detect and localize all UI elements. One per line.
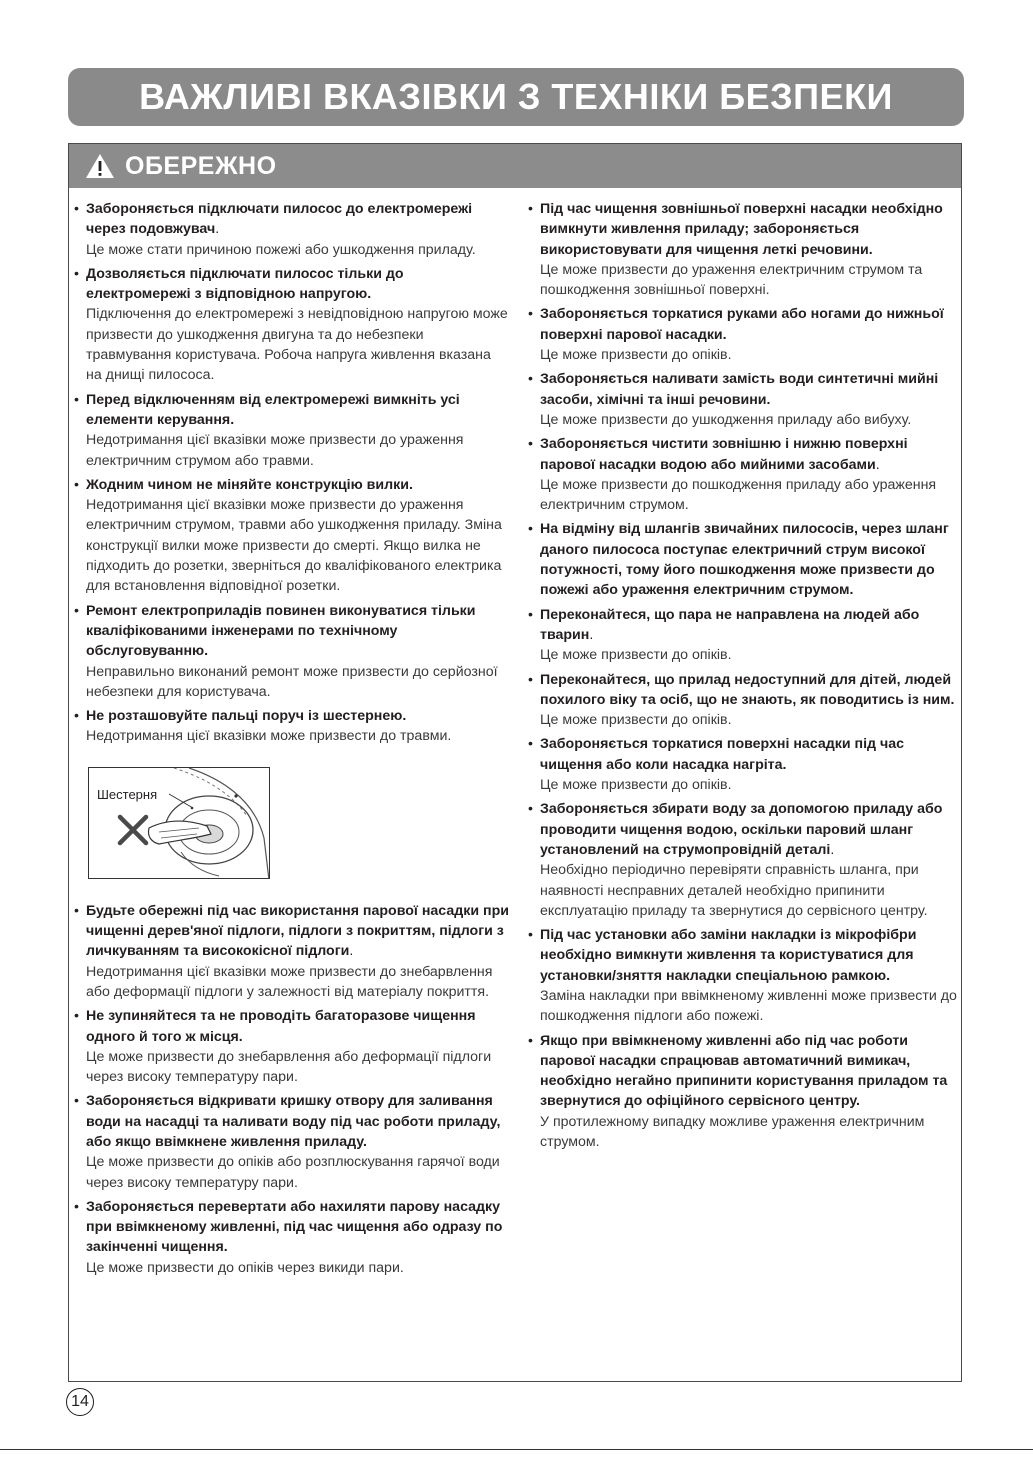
safety-item (528, 605, 960, 666)
safety-item-description: Це може призвести до опіків через викиди пари. (86, 1259, 404, 1276)
safety-item-heading-tail: . (215, 221, 220, 238)
bullet: • (74, 602, 79, 619)
safety-item-heading: Жодним чином не міняйте конструкцію вилки. (86, 476, 413, 493)
safety-item (74, 475, 510, 597)
safety-item (74, 1197, 510, 1278)
safety-item (74, 1091, 510, 1192)
safety-item-description: Це може призвести до опіків. (540, 347, 732, 364)
safety-item-description: Недотримання цієї вказівки може призвести до знебарвлення або деформації підлоги у залежності від матеріалу покриття. (86, 963, 493, 1000)
safety-item-description: Це може призвести до опіків. (540, 777, 732, 794)
safety-item-heading: Якщо при ввімкненому живленні або під час роботи парової насадки спрацював автоматичний вимикач, необхідно негайно припинити користування приладом та звернутися до офіційного сервісного центру. (540, 1032, 948, 1110)
safety-item-description: Недотримання цієї вказівки може призвести до ураження електричним струмом, травми або ушкодження приладу. Зміна конструкції вилки може призвести до смерті. Якщо вилка не підходить до розетки, зверніться до кваліфікованого електрика для встановлення відповідної розетки. (86, 497, 502, 595)
bullet: • (74, 1093, 79, 1110)
safety-item-description: Неправильно виконаний ремонт може призвести до серйозної небезпеки для користувача. (86, 663, 498, 700)
bullet: • (528, 306, 533, 323)
safety-item (528, 1031, 960, 1153)
safety-item (74, 264, 510, 386)
safety-item (528, 369, 960, 430)
safety-item-heading: Забороняється торкатися поверхні насадки під час чищення або коли насадка нагріта. (540, 736, 905, 773)
bullet: • (74, 265, 79, 282)
safety-item-description: Необхідно періодично перевіряти справність шланга, при наявності несправних деталей необхідно припинити експлуатацію приладу та звернутися до сервісного центру. (540, 862, 928, 919)
page-number-text: 14 (71, 1393, 89, 1410)
safety-item-description: Це може призвести до опіків. (540, 647, 732, 664)
bottom-rule (0, 1449, 1033, 1450)
safety-item-heading: Переконайтеся, що пара не направлена на людей або тварин (540, 606, 920, 643)
bullet: • (528, 606, 533, 623)
bullet: • (74, 1198, 79, 1215)
bullet: • (74, 201, 79, 217)
bullet: • (528, 1032, 533, 1049)
safety-item-heading: Перед відключенням від електромережі вимкніть усі елементи керування. (86, 391, 460, 428)
safety-item-heading: Забороняється підключати пилосос до електромережі через подовжувач (86, 201, 473, 238)
page-number (66, 1388, 94, 1416)
prohibited-x-icon (117, 814, 149, 846)
safety-item-description: Це може призвести до ураження електричним струмом та пошкодження зовнішньої поверхні. (540, 261, 923, 299)
bullet: • (74, 902, 79, 919)
safety-item-heading: Забороняється наливати замість води синтетичні мийні засоби, хімічні та інші речовини. (540, 371, 939, 408)
safety-item-heading: Забороняється збирати воду за допомогою приладу або проводити чищення водою, оскільки паровий шланг установлений на струмопровідній деталі (540, 801, 943, 858)
safety-item-heading: Будьте обережні під час використання парової насадки при чищенні дерев'яної підлоги, підлоги з покриттям, підлоги з личкуванням та висококісної підлоги (86, 902, 509, 960)
safety-item-heading-tail: . (830, 841, 835, 858)
safety-item-heading: Забороняється відкривати кришку отвору для заливання води на насадці та наливати воду під час роботи приладу, або якщо ввімкнене живлення приладу. (86, 1093, 501, 1150)
safety-item (74, 390, 510, 471)
safety-item-heading: Дозволяється підключати пилосос тільки до електромережі з відповідною напругою. (86, 265, 404, 303)
warning-triangle-icon (85, 153, 115, 179)
bullet: • (74, 391, 79, 408)
bullet: • (74, 708, 79, 725)
left-items (74, 199, 510, 747)
safety-item-heading-tail: . (589, 626, 594, 643)
left-column (74, 199, 510, 1282)
safety-item (74, 706, 510, 747)
bullet: • (528, 927, 533, 944)
safety-item-heading: Під час чищення зовнішньої поверхні насадки необхідно вимкнути живлення приладу; забороняється використовувати для чищення леткі речовини. (540, 201, 943, 258)
bullet: • (528, 371, 533, 388)
gear-warning-figure (88, 767, 270, 879)
safety-item (528, 925, 960, 1026)
safety-item (528, 434, 960, 515)
safety-item-heading: Не розташовуйте пальці поруч із шестернею. (86, 708, 407, 725)
spacer (74, 879, 510, 901)
title-bar (68, 68, 964, 126)
right-column (528, 199, 960, 1156)
caution-label: ОБЕРЕЖНО (125, 151, 277, 180)
safety-item-heading: Переконайтеся, що прилад недоступний для дітей, людей похилого віку та осіб, що не знають, як поводитись із ним. (540, 671, 955, 708)
safety-item-description: Це може призвести до знебарвлення або деформації підлоги через високу температуру пари. (86, 1048, 492, 1086)
safety-item-description: Недотримання цієї вказівки може призвести до ураження електричним струмом або травми. (86, 432, 464, 469)
safety-item-description: Підключення до електромережі з невідповідною напругою може призвести до ушкодження двигуна та до небезпеки травмування користувача. Робоча напруга живлення вказана на днищі пилососа. (86, 306, 508, 384)
right-items (528, 199, 960, 1152)
bullet: • (528, 801, 533, 818)
safety-item-description: Це може призвести до опіків. (540, 712, 732, 729)
safety-item (74, 601, 510, 702)
safety-item-heading-tail: . (349, 943, 354, 960)
safety-item-heading: На відміну від шлангів звичайних пилососів, через шланг даного пилососа поступає електричний струм високої потужності, тому його пошкодження може призвести до пожежі або ураження електричним струмом. (540, 521, 949, 599)
safety-item (528, 670, 960, 731)
safety-item-description: Заміна накладки при ввімкненому живленні може призвести до пошкодження підлоги або пожежі. (540, 987, 957, 1025)
safety-item-description: Це може призвести до пошкодження приладу або ураження електричним струмом. (540, 476, 937, 514)
safety-item-heading: Забороняється торкатися руками або ногами до нижньої поверхні парової насадки. (540, 306, 944, 343)
safety-item-heading: Під час установки або заміни накладки із мікрофібри необхідно вимкнути живлення та користуватися для установки/зняття накладки спеціальною рамкою. (540, 927, 917, 984)
safety-item (74, 199, 510, 260)
safety-item-heading: Ремонт електроприладів повинен виконуватися тільки кваліфікованими інженерами по технічному обслуговуванню. (86, 602, 476, 660)
gear-label: Шестерня (96, 785, 158, 805)
safety-item (74, 901, 510, 1002)
bullet: • (528, 436, 533, 453)
safety-item-description: Це може призвести до опіків або розплюскування гарячої води через високу температуру пари. (86, 1154, 500, 1191)
safety-item-heading: Забороняється чистити зовнішню і нижню поверхні парової насадки водою або мийними засобами (540, 436, 908, 473)
safety-item-description: У протилежному випадку можливе ураження електричним струмом. (540, 1113, 925, 1151)
safety-item (74, 1006, 510, 1087)
caution-header (69, 144, 961, 188)
safety-item-heading: Не зупиняйтеся та не проводіть багаторазове чищення одного й того ж місця. (86, 1008, 476, 1045)
safety-item-heading-tail: . (875, 456, 880, 473)
safety-item-description: Недотримання цієї вказівки може призвести до травми. (86, 728, 452, 745)
bullet: • (528, 201, 533, 217)
bullet: • (528, 736, 533, 753)
left-items-after (74, 901, 510, 1278)
safety-item-heading: Забороняється перевертати або нахиляти парову насадку при ввімкненому живленні, під час чищення або одразу по закінченні чищення. (86, 1198, 503, 1256)
safety-item (528, 519, 960, 600)
safety-item (528, 199, 960, 300)
bullet: • (528, 671, 533, 688)
bullet: • (528, 521, 533, 538)
safety-item-description: Це може призвести до ушкодження приладу або вибуху. (540, 411, 912, 428)
safety-item (528, 734, 960, 795)
page-title: ВАЖЛИВІ ВКАЗІВКИ З ТЕХНІКИ БЕЗПЕКИ (139, 76, 893, 117)
safety-item-description: Це може стати причиною пожежі або ушкодження приладу. (86, 241, 476, 258)
bullet: • (74, 476, 79, 493)
safety-item (528, 799, 960, 921)
bullet: • (74, 1008, 79, 1025)
safety-item (528, 304, 960, 365)
